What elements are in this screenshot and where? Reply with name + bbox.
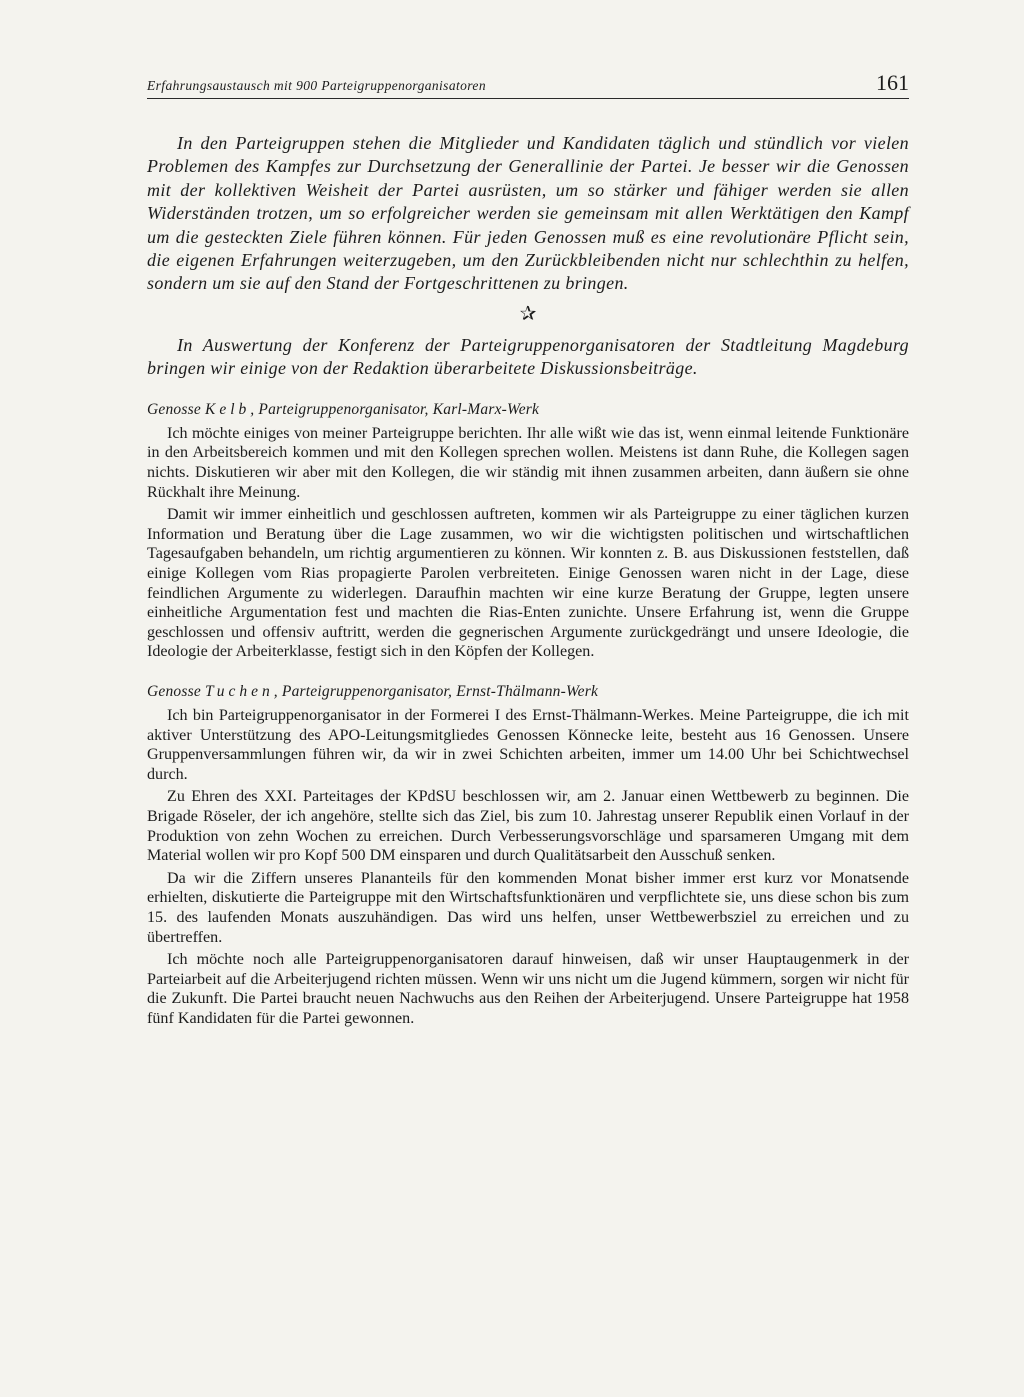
- contribution-kelb: [147, 400, 909, 662]
- editorial-note: In Auswertung der Konferenz der Parteigruppenorganisatoren der Stadtleitung Magdeburg bringen wir einige von der Redaktion überarbeitete Diskussionsbeiträge.: [147, 334, 909, 378]
- speaker-name: Kelb: [205, 400, 251, 418]
- body-paragraph: Ich möchte noch alle Parteigruppenorganisatoren darauf hinweisen, daß wir unser Hauptaugenmerk in der Parteiarbeit auf die Arbeiterjugend richten müssen. Wenn wir uns nicht um die Jugend kümmern, sorgen wir nicht für die Zukunft. Die Partei braucht neuen Nachwuchs aus den Reihen der Arbeiterjugend. Unsere Parteigruppe hat 1958 fünf Kandidaten für die Partei gewonnen.: [147, 951, 909, 1027]
- page-number: 161: [876, 70, 909, 95]
- speaker-heading: [147, 400, 909, 420]
- body-paragraph: Ich möchte einiges von meiner Parteigruppe berichten. Ihr alle wißt wie das ist, wenn einmal leitende Funktionäre in den Arbeitsbereich kommen und mit den Kollegen sprechen wollen. Meistens ist dann Ruhe, die Kollegen sagen nichts. Diskutieren wir aber mit den Kollegen, die wir ständig mit ihnen zusammen arbeiten, dann äußern sie ohne Rückhalt ihre Meinung.: [147, 424, 909, 501]
- body-paragraph: Zu Ehren des XXI. Parteitages der KPdSU beschlossen wir, am 2. Januar einen Wettbewerb zu beginnen. Die Brigade Röseler, der ich angehöre, stellte sich das Ziel, bis zum 10. Jahrestag unserer Republik einen Vorlauf in der Produktion von zehn Wochen zu erreichen. Durch Verbesserungsvorschläge und sparsameren Umgang mit dem Material wollen wir pro Kopf 500 DM einsparen und durch Qualitätsarbeit den Ausschuß senken.: [147, 788, 909, 865]
- running-head: [147, 66, 909, 99]
- body-paragraph: Damit wir immer einheitlich und geschlossen auftreten, kommen wir als Parteigruppe zu einer täglichen kurzen Information und Beratung über die Lage zusammen, wo wir die wichtigsten politischen und wirtschaftlichen Tagesaufgaben behandeln, um richtig argumentieren zu können. Wir konnten z. B. aus Diskussionen feststellen, daß einige Kollegen vom Rias propagierte Parolen verbreiteten. Einige Genossen waren nicht in der Lage, diese feindlichen Argumente zu widerlegen. Daraufhin machten wir eine kurze Beratung der Gruppe, legten unsere einheitliche Argumentation fest und machten die Rias-Enten zunichte. Unsere Erfahrung ist, wenn die Gruppe geschlossen und offensiv auftritt, werden die gegnerischen Argumente zurückgedrängt und unsere Ideologie, die Ideologie der Arbeiterklasse, festigt sich in den Köpfen der Kollegen.: [147, 506, 909, 661]
- speaker-role: , Parteigruppenorganisator, Karl-Marx-Werk: [250, 400, 540, 418]
- intro-paragraph: In den Parteigruppen stehen die Mitglieder und Kandidaten täglich und stündlich vor vielen Problemen des Kampfes zur Durchsetzung der Generallinie der Partei. Je besser wir die Genossen mit der kollektiven Weisheit der Partei ausrüsten, um so stärker und fähiger werden sie allen Widerständen trotzen, um so erfolgreicher werden sie gemeinsam mit allen Werktätigen den Kampf um die gesteckten Ziele führen können. Für jeden Genossen muß es eine revolutionäre Pflicht sein, die eigenen Erfahrungen weiterzugeben, um den Zurückbleibenden nicht nur schlechthin zu helfen, sondern um sie auf den Stand der Fortgeschrittenen zu bringen.: [147, 133, 909, 294]
- book-page: [147, 66, 909, 1028]
- star-ornament-icon: ✰: [519, 302, 537, 325]
- speaker-role: , Parteigruppenorganisator, Ernst-Thälmann-Werk: [273, 682, 599, 700]
- running-title: Erfahrungsaustausch mit 900 Parteigruppenorganisatoren: [147, 78, 486, 93]
- speaker-name: Tuchen: [205, 682, 274, 700]
- body-paragraph: Ich bin Parteigruppenorganisator in der Formerei I des Ernst-Thälmann-Werkes. Meine Parteigruppe, die ich mit aktiver Unterstützung des APO-Leitungsmitgliedes Genossen Könnecke leite, besteht aus 16 Genossen. Unsere Gruppenversammlungen führen wir, da wir in zwei Schichten arbeiten, immer um 14.00 Uhr bei Schichtwechsel durch.: [147, 706, 909, 783]
- body-paragraph: Da wir die Ziffern unseres Plananteils für den kommenden Monat bisher immer erst kurz vor Monatsende erhielten, diskutierte die Parteigruppe mit den Wirtschaftsfunktionären und verpflichtete sie, uns diese schon bis zum 15. des laufenden Monats auszuhändigen. Das wird uns helfen, unser Wettbewerbsziel zu erreichen und zu übertreffen.: [147, 869, 909, 946]
- speaker-heading: [147, 682, 909, 702]
- speaker-prefix: Genosse: [147, 400, 201, 418]
- speaker-prefix: Genosse: [147, 682, 201, 700]
- contribution-tuchen: [147, 682, 909, 1029]
